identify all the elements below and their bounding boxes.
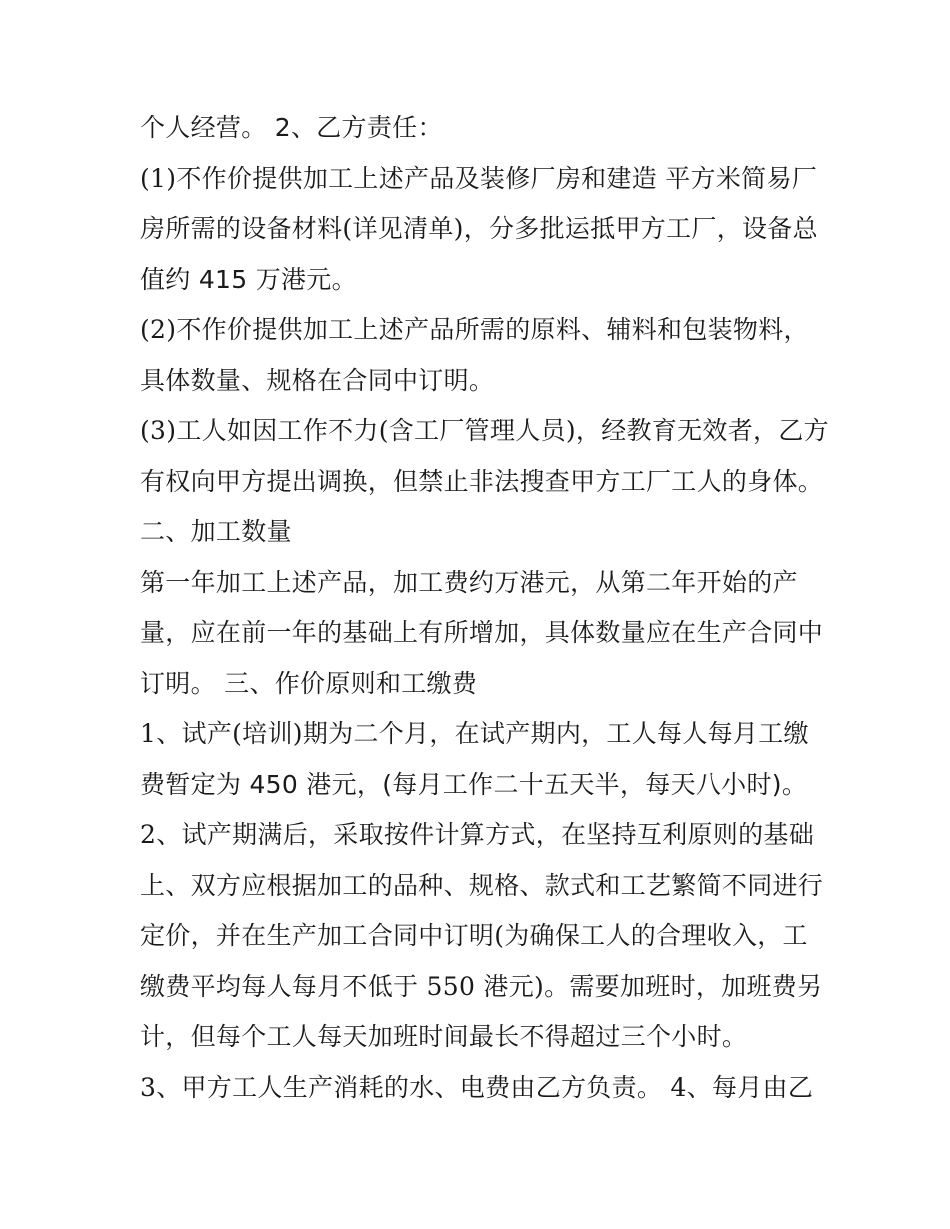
text-line: 有权向甲方提出调换，但禁止非法搜查甲方工厂工人的身体。 [140,466,824,496]
text-line: (1)不作价提供加工上述产品及装修厂房和建造 平方米简易厂 [140,163,818,193]
text-line: 第一年加工上述产品，加工费约万港元，从第二年开始的产 [140,567,798,597]
text-line: 值约 415 万港元。 [140,264,357,294]
text-line: 2、试产期满后，采取按件计算方式，在坚持互利原则的基础 [140,820,815,849]
text-line: 计，但每个工人每天加班时间最长不得超过三个小时。 [140,1022,748,1051]
text-line: (2)不作价提供加工上述产品所需的原料、辅料和包装物料， [140,315,809,344]
document-body [140,103,830,1113]
text-line: 订明。 三、作价原则和工缴费 [140,668,478,698]
section-heading: 二、加工数量 [140,517,292,546]
text-line: (3)工人如因工作不力(含工厂管理人员)，经教育无效者，乙方 [140,416,829,445]
text-line: 房所需的设备材料(详见清单)，分多批运抵甲方工厂，设备总 [140,214,818,243]
text-line: 量，应在前一年的基础上有所增加，具体数量应在生产合同中 [140,618,824,647]
text-line: 3、甲方工人生产消耗的水、电费由乙方负责。 4、每月由乙 [140,1072,814,1102]
text-line: 具体数量、规格在合同中订明。 [140,365,495,395]
text-line: 费暂定为 450 港元，(每月工作二十五天半，每天八小时)。 [140,769,808,799]
text-line: 缴费平均每人每月不低于 550 港元)。需要加班时，加班费另 [140,971,823,1001]
text-line: 1、试产(培训)期为二个月，在试产期内，工人每人每月工缴 [140,719,809,748]
text-line: 上、双方应根据加工的品种、规格、款式和工艺繁简不同进行 [140,870,824,900]
text-line: 个人经营。 2、乙方责任： [140,113,443,142]
text-line: 定价，并在生产加工合同中订明(为确保工人的合理收入，工 [140,921,808,950]
